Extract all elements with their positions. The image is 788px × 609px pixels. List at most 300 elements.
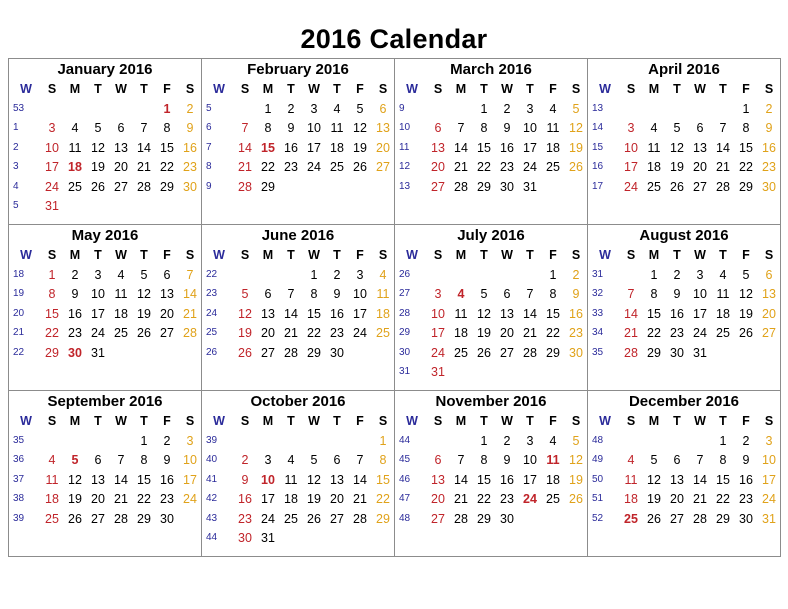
day-cell: 12 bbox=[238, 306, 252, 321]
day-cell: 13 bbox=[670, 472, 684, 487]
day-cell: 25 bbox=[376, 326, 390, 341]
day-cell: 12 bbox=[307, 472, 321, 487]
day-cell: 27 bbox=[261, 345, 275, 360]
day-cell: 1 bbox=[549, 268, 557, 282]
month-title: May 2016 bbox=[71, 227, 139, 244]
day-cell: 2 bbox=[186, 102, 194, 116]
month-block bbox=[9, 225, 202, 391]
day-cell: 14 bbox=[454, 140, 468, 155]
weekday-header: M bbox=[262, 248, 274, 262]
day-cell: 29 bbox=[477, 511, 491, 526]
day-cell: 19 bbox=[569, 140, 583, 155]
day-cell: 25 bbox=[114, 326, 128, 341]
day-cell: 24 bbox=[523, 160, 537, 175]
day-cell: 26 bbox=[238, 345, 252, 360]
day-cell: 5 bbox=[71, 453, 79, 468]
day-cell: 30 bbox=[739, 511, 753, 526]
day-cell: 4 bbox=[457, 287, 465, 302]
day-cell: 9 bbox=[241, 472, 249, 487]
month-title: December 2016 bbox=[628, 393, 740, 410]
day-cell: 6 bbox=[434, 453, 442, 468]
day-cell: 21 bbox=[353, 492, 367, 507]
day-cell: 2 bbox=[503, 102, 511, 116]
week-column-header: W bbox=[213, 414, 225, 428]
day-cell: 17 bbox=[523, 140, 537, 155]
weekday-header: W bbox=[694, 82, 706, 96]
day-cell: 31 bbox=[261, 531, 275, 545]
weekday-header: S bbox=[764, 414, 774, 428]
day-cell: 9 bbox=[673, 287, 681, 302]
month-title: June 2016 bbox=[261, 227, 335, 244]
day-cell: 26 bbox=[91, 179, 105, 194]
day-cell: 28 bbox=[137, 179, 151, 194]
day-cell: 15 bbox=[739, 140, 753, 155]
weekday-header: T bbox=[333, 414, 341, 428]
day-cell: 16 bbox=[569, 306, 583, 321]
day-cell: 7 bbox=[719, 121, 727, 136]
day-cell: 13 bbox=[762, 287, 776, 302]
weekday-header: T bbox=[94, 414, 102, 428]
day-cell: 4 bbox=[333, 102, 341, 116]
day-cell: 1 bbox=[742, 102, 750, 116]
week-number: 37 bbox=[13, 473, 25, 485]
weekday-header: T bbox=[673, 414, 681, 428]
day-cell: 20 bbox=[91, 492, 105, 507]
weekday-header: M bbox=[455, 414, 467, 428]
day-cell: 20 bbox=[670, 492, 684, 507]
week-number: 17 bbox=[592, 180, 604, 192]
day-cell: 7 bbox=[696, 453, 704, 468]
day-cell: 7 bbox=[457, 121, 465, 136]
day-cell: 19 bbox=[238, 326, 252, 341]
day-cell: 16 bbox=[500, 472, 514, 487]
day-cell: 3 bbox=[48, 121, 56, 136]
day-cell: 9 bbox=[186, 121, 194, 136]
week-number: 29 bbox=[399, 327, 411, 339]
day-cell: 20 bbox=[693, 160, 707, 175]
day-cell: 9 bbox=[503, 453, 511, 468]
week-number: 48 bbox=[399, 512, 411, 524]
day-cell: 6 bbox=[117, 121, 125, 136]
day-cell: 31 bbox=[693, 345, 707, 360]
day-cell: 26 bbox=[739, 326, 753, 341]
day-cell: 8 bbox=[163, 121, 171, 136]
day-cell: 14 bbox=[523, 306, 537, 321]
day-cell: 5 bbox=[140, 268, 148, 282]
day-cell: 18 bbox=[546, 472, 560, 487]
week-number: 4 bbox=[13, 180, 19, 192]
weekday-header: M bbox=[648, 82, 660, 96]
day-cell: 2 bbox=[241, 453, 249, 468]
day-cell: 10 bbox=[353, 287, 367, 302]
weekday-header: S bbox=[240, 414, 250, 428]
weekday-header: S bbox=[240, 82, 250, 96]
day-cell: 14 bbox=[454, 472, 468, 487]
month-block bbox=[9, 59, 202, 225]
weekday-header: F bbox=[163, 82, 171, 96]
day-cell: 27 bbox=[670, 511, 684, 526]
day-cell: 29 bbox=[716, 511, 730, 526]
day-cell: 30 bbox=[500, 511, 514, 526]
day-cell: 27 bbox=[693, 179, 707, 194]
week-number: 16 bbox=[592, 161, 604, 173]
month-title: March 2016 bbox=[450, 61, 532, 78]
week-number: 10 bbox=[399, 122, 411, 134]
day-cell: 24 bbox=[353, 326, 367, 341]
day-cell: 17 bbox=[45, 160, 59, 175]
day-cell: 2 bbox=[287, 102, 295, 116]
day-cell: 11 bbox=[284, 472, 298, 487]
day-cell: 3 bbox=[310, 102, 318, 116]
week-number: 45 bbox=[399, 454, 411, 466]
day-cell: 29 bbox=[307, 345, 321, 360]
weekday-header: T bbox=[287, 82, 295, 96]
week-number: 24 bbox=[206, 307, 218, 319]
day-cell: 11 bbox=[376, 287, 390, 302]
week-column-header: W bbox=[20, 414, 32, 428]
day-cell: 20 bbox=[762, 306, 776, 321]
week-number: 49 bbox=[592, 454, 604, 466]
week-number: 38 bbox=[13, 493, 25, 505]
day-cell: 17 bbox=[353, 306, 367, 321]
day-cell: 30 bbox=[762, 179, 776, 194]
day-cell: 13 bbox=[376, 121, 390, 136]
day-cell: 13 bbox=[91, 472, 105, 487]
day-cell: 29 bbox=[45, 345, 59, 360]
month-block bbox=[395, 59, 588, 225]
week-number: 34 bbox=[592, 327, 604, 339]
day-cell: 11 bbox=[330, 121, 344, 136]
day-cell: 22 bbox=[137, 492, 151, 507]
day-cell: 3 bbox=[264, 453, 272, 468]
day-cell: 13 bbox=[431, 472, 445, 487]
week-number: 52 bbox=[592, 512, 604, 524]
weekday-header: T bbox=[480, 414, 488, 428]
weekday-header: M bbox=[69, 414, 81, 428]
weekday-header: W bbox=[308, 248, 320, 262]
day-cell: 23 bbox=[284, 160, 298, 175]
day-cell: 3 bbox=[627, 121, 635, 136]
weekday-header: T bbox=[140, 414, 148, 428]
day-cell: 11 bbox=[114, 287, 128, 302]
day-cell: 4 bbox=[719, 268, 727, 282]
day-cell: 23 bbox=[160, 492, 174, 507]
week-column-header: W bbox=[213, 248, 225, 262]
day-cell: 20 bbox=[114, 160, 128, 175]
day-cell: 13 bbox=[693, 140, 707, 155]
week-number: 48 bbox=[592, 435, 604, 446]
day-cell: 11 bbox=[546, 453, 560, 468]
day-cell: 16 bbox=[739, 472, 753, 487]
week-column-header: W bbox=[599, 248, 611, 262]
week-column-header: W bbox=[406, 82, 418, 96]
day-cell: 29 bbox=[160, 179, 174, 194]
day-cell: 23 bbox=[330, 326, 344, 341]
day-cell: 28 bbox=[284, 345, 298, 360]
day-cell: 23 bbox=[569, 326, 583, 341]
day-cell: 5 bbox=[572, 434, 580, 448]
week-column-header: W bbox=[599, 82, 611, 96]
day-cell: 10 bbox=[431, 306, 445, 321]
month-block bbox=[588, 225, 780, 391]
day-cell: 26 bbox=[569, 492, 583, 507]
day-cell: 21 bbox=[454, 160, 468, 175]
weekday-header: S bbox=[626, 248, 636, 262]
day-cell: 3 bbox=[526, 102, 534, 116]
day-cell: 24 bbox=[183, 492, 197, 507]
day-cell: 11 bbox=[647, 140, 661, 155]
day-cell: 3 bbox=[356, 268, 364, 282]
day-cell: 8 bbox=[264, 121, 272, 136]
day-cell: 9 bbox=[503, 121, 511, 136]
day-cell: 5 bbox=[673, 121, 681, 136]
day-cell: 20 bbox=[376, 140, 390, 155]
weekday-header: F bbox=[742, 82, 750, 96]
week-column-header: W bbox=[20, 82, 32, 96]
day-cell: 16 bbox=[670, 306, 684, 321]
day-cell: 7 bbox=[457, 453, 465, 468]
day-cell: 17 bbox=[307, 140, 321, 155]
weekday-header: M bbox=[648, 248, 660, 262]
week-number: 18 bbox=[13, 269, 25, 280]
weekday-header: S bbox=[433, 248, 443, 262]
day-cell: 19 bbox=[307, 492, 321, 507]
day-cell: 4 bbox=[650, 121, 658, 136]
weekday-header: S bbox=[185, 248, 195, 262]
month-block bbox=[588, 59, 780, 225]
day-cell: 10 bbox=[261, 472, 275, 487]
weekday-header: T bbox=[94, 82, 102, 96]
day-cell: 6 bbox=[264, 287, 272, 302]
day-cell: 16 bbox=[500, 140, 514, 155]
weekday-header: W bbox=[308, 414, 320, 428]
day-cell: 23 bbox=[68, 326, 82, 341]
week-number: 43 bbox=[206, 512, 218, 524]
day-cell: 18 bbox=[624, 492, 638, 507]
weekday-header: T bbox=[719, 414, 727, 428]
weekday-header: T bbox=[526, 414, 534, 428]
day-cell: 18 bbox=[284, 492, 298, 507]
day-cell: 6 bbox=[434, 121, 442, 136]
day-cell: 5 bbox=[241, 287, 249, 302]
day-cell: 12 bbox=[569, 121, 583, 136]
day-cell: 15 bbox=[477, 472, 491, 487]
day-cell: 25 bbox=[454, 345, 468, 360]
weekday-header: M bbox=[262, 414, 274, 428]
month-title: July 2016 bbox=[457, 227, 525, 244]
page-title: 2016 Calendar bbox=[300, 24, 488, 54]
day-cell: 6 bbox=[503, 287, 511, 302]
week-number: 33 bbox=[592, 307, 604, 319]
day-cell: 21 bbox=[114, 492, 128, 507]
day-cell: 22 bbox=[376, 492, 390, 507]
day-cell: 19 bbox=[569, 472, 583, 487]
day-cell: 25 bbox=[68, 179, 82, 194]
month-block bbox=[588, 391, 780, 556]
day-cell: 4 bbox=[287, 453, 295, 468]
day-cell: 6 bbox=[696, 121, 704, 136]
weekday-header: F bbox=[742, 414, 750, 428]
day-cell: 16 bbox=[183, 140, 197, 155]
month-block bbox=[202, 225, 395, 391]
day-cell: 8 bbox=[742, 121, 750, 136]
weekday-header: T bbox=[526, 248, 534, 262]
day-cell: 24 bbox=[624, 179, 638, 194]
day-cell: 19 bbox=[739, 306, 753, 321]
day-cell: 26 bbox=[137, 326, 151, 341]
day-cell: 7 bbox=[627, 287, 635, 302]
day-cell: 21 bbox=[624, 326, 638, 341]
weekday-header: T bbox=[480, 82, 488, 96]
day-cell: 29 bbox=[477, 179, 491, 194]
day-cell: 5 bbox=[310, 453, 318, 468]
day-cell: 2 bbox=[163, 434, 171, 448]
day-cell: 9 bbox=[71, 287, 79, 302]
day-cell: 21 bbox=[183, 306, 197, 321]
day-cell: 13 bbox=[500, 306, 514, 321]
week-number: 9 bbox=[206, 180, 212, 192]
day-cell: 14 bbox=[716, 140, 730, 155]
day-cell: 10 bbox=[523, 121, 537, 136]
month-title: September 2016 bbox=[47, 393, 163, 410]
day-cell: 29 bbox=[647, 345, 661, 360]
day-cell: 11 bbox=[45, 472, 59, 487]
day-cell: 6 bbox=[333, 453, 341, 468]
day-cell: 18 bbox=[376, 306, 390, 321]
week-number: 11 bbox=[399, 141, 410, 153]
day-cell: 15 bbox=[160, 140, 174, 155]
week-number: 26 bbox=[399, 269, 411, 280]
day-cell: 18 bbox=[45, 492, 59, 507]
day-cell: 8 bbox=[480, 121, 488, 136]
day-cell: 3 bbox=[94, 268, 102, 282]
weekday-header: W bbox=[115, 248, 127, 262]
day-cell: 30 bbox=[500, 179, 514, 194]
day-cell: 18 bbox=[114, 306, 128, 321]
day-cell: 27 bbox=[160, 326, 174, 341]
week-number: 6 bbox=[206, 122, 212, 134]
day-cell: 20 bbox=[261, 326, 275, 341]
day-cell: 12 bbox=[137, 287, 151, 302]
weekday-header: S bbox=[185, 82, 195, 96]
day-cell: 10 bbox=[762, 453, 776, 468]
day-cell: 4 bbox=[71, 121, 79, 136]
month-title: January 2016 bbox=[57, 61, 153, 78]
week-number: 5 bbox=[13, 200, 19, 211]
day-cell: 27 bbox=[376, 160, 390, 175]
day-cell: 12 bbox=[477, 306, 491, 321]
weekday-header: S bbox=[185, 414, 195, 428]
day-cell: 4 bbox=[117, 268, 125, 282]
day-cell: 12 bbox=[91, 140, 105, 155]
day-cell: 31 bbox=[91, 345, 105, 360]
weekday-header: W bbox=[501, 248, 513, 262]
day-cell: 10 bbox=[624, 140, 638, 155]
day-cell: 28 bbox=[624, 345, 638, 360]
day-cell: 2 bbox=[503, 434, 511, 448]
month-title: October 2016 bbox=[250, 393, 346, 410]
day-cell: 22 bbox=[477, 492, 491, 507]
day-cell: 8 bbox=[719, 453, 727, 468]
calendar-grid bbox=[8, 58, 781, 557]
day-cell: 18 bbox=[716, 306, 730, 321]
day-cell: 27 bbox=[114, 179, 128, 194]
day-cell: 18 bbox=[454, 326, 468, 341]
day-cell: 28 bbox=[523, 345, 537, 360]
weekday-header: S bbox=[571, 414, 581, 428]
day-cell: 3 bbox=[526, 434, 534, 448]
day-cell: 22 bbox=[477, 160, 491, 175]
day-cell: 14 bbox=[238, 140, 252, 155]
weekday-header: S bbox=[764, 248, 774, 262]
day-cell: 27 bbox=[431, 511, 445, 526]
day-cell: 2 bbox=[765, 102, 773, 116]
day-cell: 12 bbox=[647, 472, 661, 487]
day-cell: 24 bbox=[91, 326, 105, 341]
day-cell: 26 bbox=[353, 160, 367, 175]
day-cell: 30 bbox=[238, 531, 252, 545]
day-cell: 2 bbox=[572, 268, 580, 282]
week-number: 51 bbox=[592, 493, 604, 505]
month-title: August 2016 bbox=[639, 227, 729, 244]
week-number: 13 bbox=[592, 103, 604, 114]
day-cell: 27 bbox=[91, 511, 105, 526]
week-column-header: W bbox=[406, 248, 418, 262]
day-cell: 17 bbox=[762, 472, 776, 487]
day-cell: 19 bbox=[647, 492, 661, 507]
day-cell: 22 bbox=[307, 326, 321, 341]
week-number: 36 bbox=[13, 454, 25, 466]
day-cell: 25 bbox=[647, 179, 661, 194]
weekday-header: S bbox=[626, 414, 636, 428]
day-cell: 1 bbox=[264, 102, 272, 116]
weekday-header: S bbox=[433, 82, 443, 96]
day-cell: 8 bbox=[480, 453, 488, 468]
week-number: 53 bbox=[13, 103, 25, 114]
day-cell: 23 bbox=[500, 492, 514, 507]
day-cell: 8 bbox=[650, 287, 658, 302]
week-number: 8 bbox=[206, 161, 212, 173]
day-cell: 30 bbox=[183, 179, 197, 194]
day-cell: 28 bbox=[353, 511, 367, 526]
weekday-header: T bbox=[287, 248, 295, 262]
day-cell: 7 bbox=[356, 453, 364, 468]
week-number: 42 bbox=[206, 493, 218, 505]
day-cell: 9 bbox=[742, 453, 750, 468]
day-cell: 1 bbox=[480, 102, 488, 116]
day-cell: 28 bbox=[454, 511, 468, 526]
day-cell: 9 bbox=[572, 287, 580, 302]
day-cell: 17 bbox=[431, 326, 445, 341]
week-number: 20 bbox=[13, 307, 25, 319]
weekday-header: W bbox=[694, 248, 706, 262]
month-title: February 2016 bbox=[247, 61, 349, 78]
day-cell: 8 bbox=[310, 287, 318, 302]
day-cell: 13 bbox=[431, 140, 445, 155]
week-number: 23 bbox=[206, 288, 218, 300]
day-cell: 29 bbox=[376, 511, 390, 526]
day-cell: 17 bbox=[91, 306, 105, 321]
day-cell: 25 bbox=[624, 511, 638, 526]
day-cell: 15 bbox=[477, 140, 491, 155]
weekday-header: T bbox=[140, 82, 148, 96]
weekday-header: F bbox=[356, 414, 364, 428]
week-number: 35 bbox=[592, 346, 604, 358]
day-cell: 27 bbox=[330, 511, 344, 526]
day-cell: 16 bbox=[762, 140, 776, 155]
week-number: 2 bbox=[13, 141, 19, 153]
weekday-header: S bbox=[571, 248, 581, 262]
